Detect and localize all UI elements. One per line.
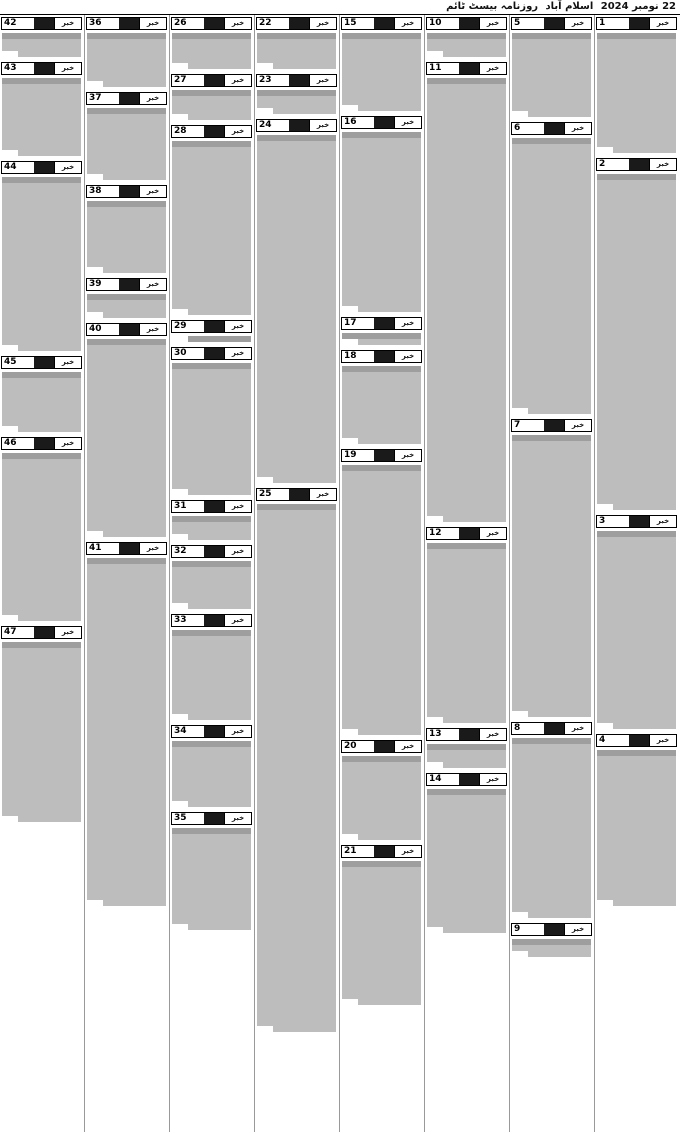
news-item-header [171, 347, 252, 360]
body-text-line [18, 615, 81, 621]
news-item-number: 38 [87, 186, 119, 197]
news-item-header [86, 278, 167, 291]
news-item-number: 36 [87, 18, 119, 29]
news-item-number: 30 [172, 348, 204, 359]
news-item-number: 22 [257, 18, 289, 29]
column-8 [0, 15, 83, 1132]
news-item-number: 32 [172, 546, 204, 557]
news-item-number: 16 [342, 117, 374, 128]
body-text-line [103, 531, 166, 537]
news-item-number: 20 [342, 741, 374, 752]
column-3 [425, 15, 508, 1132]
body-text-line [188, 309, 251, 315]
news-item-header [1, 437, 82, 450]
news-item-number: 39 [87, 279, 119, 290]
section-label: خبر [479, 18, 506, 29]
news-item-number: 13 [427, 729, 459, 740]
news-item-number: 14 [427, 774, 459, 785]
section-label: خبر [139, 324, 166, 335]
news-item-header [171, 614, 252, 627]
news-item-header [1, 626, 82, 639]
column-divider [84, 15, 85, 1132]
body-text-line [18, 150, 81, 156]
news-item-header [171, 500, 252, 513]
news-item-number: 15 [342, 18, 374, 29]
section-label: خبر [54, 438, 81, 449]
section-label: خبر [309, 18, 336, 29]
body-text-line [273, 108, 336, 114]
news-item-header [341, 350, 422, 363]
news-item-header [256, 74, 337, 87]
body-text-line [358, 729, 421, 735]
news-item-header [1, 356, 82, 369]
body-text-line [528, 111, 591, 117]
body-text-line [528, 912, 591, 918]
section-label: خبر [649, 735, 676, 746]
news-item-number: 27 [172, 75, 204, 86]
news-item-number: 21 [342, 846, 374, 857]
section-label: خبر [139, 543, 166, 554]
news-item-header [86, 17, 167, 30]
section-label: خبر [564, 924, 591, 935]
section-label: خبر [139, 18, 166, 29]
masthead-publication: روزنامہ بیسٹ ٹائم [446, 1, 539, 12]
news-item-header [1, 62, 82, 75]
news-item-number: 28 [172, 126, 204, 137]
section-label: خبر [224, 813, 251, 824]
news-item-number: 12 [427, 528, 459, 539]
news-item-header [171, 74, 252, 87]
section-label: خبر [394, 117, 421, 128]
body-text-line [188, 603, 251, 609]
column-2 [510, 15, 593, 1132]
section-label: خبر [394, 318, 421, 329]
section-label: خبر [564, 420, 591, 431]
section-label: خبر [479, 528, 506, 539]
news-item-number: 7 [512, 420, 544, 431]
column-5 [255, 15, 338, 1132]
section-label: خبر [479, 63, 506, 74]
news-item-header [1, 161, 82, 174]
body-text-line [443, 51, 506, 57]
column-7 [85, 15, 168, 1132]
body-text-line [528, 711, 591, 717]
body-text-line [188, 63, 251, 69]
body-text-line [18, 51, 81, 57]
body-text-line [18, 426, 81, 432]
news-item-header [86, 323, 167, 336]
news-item-number: 37 [87, 93, 119, 104]
news-item-header [426, 17, 507, 30]
news-item-number: 4 [597, 735, 629, 746]
news-item-header [341, 449, 422, 462]
section-label: خبر [394, 450, 421, 461]
news-item-header [341, 845, 422, 858]
section-label: خبر [564, 123, 591, 134]
body-text-line [188, 801, 251, 807]
section-label: خبر [224, 75, 251, 86]
news-item-header [596, 734, 677, 747]
body-text-line [358, 438, 421, 444]
body-text-line [528, 408, 591, 414]
news-item-number: 44 [2, 162, 34, 173]
news-item-header [86, 92, 167, 105]
column-divider [339, 15, 340, 1132]
body-text-line [358, 105, 421, 111]
body-text-line [18, 816, 81, 822]
news-item-number: 11 [427, 63, 459, 74]
section-label: خبر [54, 162, 81, 173]
body-text-line [188, 114, 251, 120]
news-item-number: 29 [172, 321, 204, 332]
news-item-number: 41 [87, 543, 119, 554]
news-item-header [426, 728, 507, 741]
section-label: خبر [309, 75, 336, 86]
news-item-number: 43 [2, 63, 34, 74]
news-item-header [1, 17, 82, 30]
news-item-number: 19 [342, 450, 374, 461]
news-item-header [596, 17, 677, 30]
body-text-line [103, 267, 166, 273]
news-item-header [511, 923, 592, 936]
body-text-line [443, 717, 506, 723]
section-label: خبر [224, 501, 251, 512]
section-label: خبر [649, 18, 676, 29]
body-text-line [358, 999, 421, 1005]
news-item-number: 2 [597, 159, 629, 170]
news-item-header [171, 545, 252, 558]
news-item-header [171, 17, 252, 30]
news-item-header [171, 125, 252, 138]
news-item-number: 10 [427, 18, 459, 29]
news-item-number: 45 [2, 357, 34, 368]
news-item-header [426, 62, 507, 75]
section-label: خبر [54, 357, 81, 368]
body-text-line [273, 477, 336, 483]
masthead-city: اسلام آباد [545, 1, 594, 12]
news-item-number: 8 [512, 723, 544, 734]
news-item-number: 18 [342, 351, 374, 362]
news-item-number: 35 [172, 813, 204, 824]
section-label: خبر [224, 321, 251, 332]
section-label: خبر [224, 615, 251, 626]
column-divider [424, 15, 425, 1132]
news-item-header [511, 122, 592, 135]
news-item-number: 1 [597, 18, 629, 29]
section-label: خبر [394, 351, 421, 362]
news-item-header [426, 527, 507, 540]
section-label: خبر [564, 723, 591, 734]
body-text-line [18, 345, 81, 351]
section-label: خبر [649, 159, 676, 170]
body-text-line [188, 534, 251, 540]
section-label: خبر [479, 774, 506, 785]
body-text-line [188, 924, 251, 930]
section-label: خبر [224, 18, 251, 29]
body-text-line [613, 504, 676, 510]
column-divider [594, 15, 595, 1132]
body-text-line [103, 174, 166, 180]
news-item-header [596, 515, 677, 528]
section-label: خبر [564, 18, 591, 29]
news-item-header [426, 773, 507, 786]
section-label: خبر [139, 93, 166, 104]
section-label: خبر [54, 627, 81, 638]
body-text-line [188, 336, 251, 342]
body-text-line [613, 723, 676, 729]
news-item-number: 34 [172, 726, 204, 737]
news-item-number: 40 [87, 324, 119, 335]
news-item-header [86, 542, 167, 555]
body-text-line [613, 900, 676, 906]
section-label: خبر [394, 18, 421, 29]
news-item-header [256, 17, 337, 30]
column-6 [170, 15, 253, 1132]
news-item-number: 42 [2, 18, 34, 29]
body-text-line [358, 339, 421, 345]
body-text-line [188, 714, 251, 720]
news-item-header [341, 740, 422, 753]
section-label: خبر [224, 726, 251, 737]
body-text-line [103, 900, 166, 906]
column-divider [509, 15, 510, 1132]
news-item-header [171, 725, 252, 738]
masthead [0, 0, 680, 15]
news-item-number: 25 [257, 489, 289, 500]
news-item-number: 46 [2, 438, 34, 449]
news-item-number: 33 [172, 615, 204, 626]
masthead-date: 22 نومبر 2024 [600, 1, 676, 12]
column-divider [254, 15, 255, 1132]
body-text-line [188, 489, 251, 495]
news-item-number: 23 [257, 75, 289, 86]
column-1 [595, 15, 678, 1132]
body-text-line [528, 951, 591, 957]
news-item-header [256, 119, 337, 132]
body-text-line [443, 516, 506, 522]
news-item-header [341, 116, 422, 129]
column-divider [169, 15, 170, 1132]
news-item-number: 31 [172, 501, 204, 512]
section-label: خبر [224, 546, 251, 557]
news-item-number: 17 [342, 318, 374, 329]
body-text-line [613, 147, 676, 153]
section-label: خبر [394, 846, 421, 857]
news-item-number: 3 [597, 516, 629, 527]
body-text-line [358, 306, 421, 312]
news-item-header [171, 812, 252, 825]
news-item-header [596, 158, 677, 171]
section-label: خبر [224, 126, 251, 137]
body-text-line [273, 63, 336, 69]
section-label: خبر [54, 63, 81, 74]
news-item-header [511, 419, 592, 432]
body-text-line [273, 1026, 336, 1032]
section-label: خبر [54, 18, 81, 29]
news-item-number: 5 [512, 18, 544, 29]
section-label: خبر [394, 741, 421, 752]
body-text-line [103, 312, 166, 318]
section-label: خبر [309, 120, 336, 131]
news-item-number: 9 [512, 924, 544, 935]
section-label: خبر [139, 186, 166, 197]
news-item-number: 26 [172, 18, 204, 29]
body-text-line [358, 834, 421, 840]
section-label: خبر [224, 348, 251, 359]
news-item-number: 24 [257, 120, 289, 131]
news-item-header [511, 17, 592, 30]
news-item-number: 6 [512, 123, 544, 134]
section-label: خبر [479, 729, 506, 740]
news-item-number: 47 [2, 627, 34, 638]
column-4 [340, 15, 423, 1132]
news-item-header [256, 488, 337, 501]
news-item-header [171, 320, 252, 333]
section-label: خبر [649, 516, 676, 527]
news-item-header [341, 17, 422, 30]
body-text-line [443, 927, 506, 933]
news-item-header [341, 317, 422, 330]
news-item-header [86, 185, 167, 198]
body-text-line [443, 762, 506, 768]
section-label: خبر [309, 489, 336, 500]
section-label: خبر [139, 279, 166, 290]
news-item-header [511, 722, 592, 735]
body-text-line [103, 81, 166, 87]
